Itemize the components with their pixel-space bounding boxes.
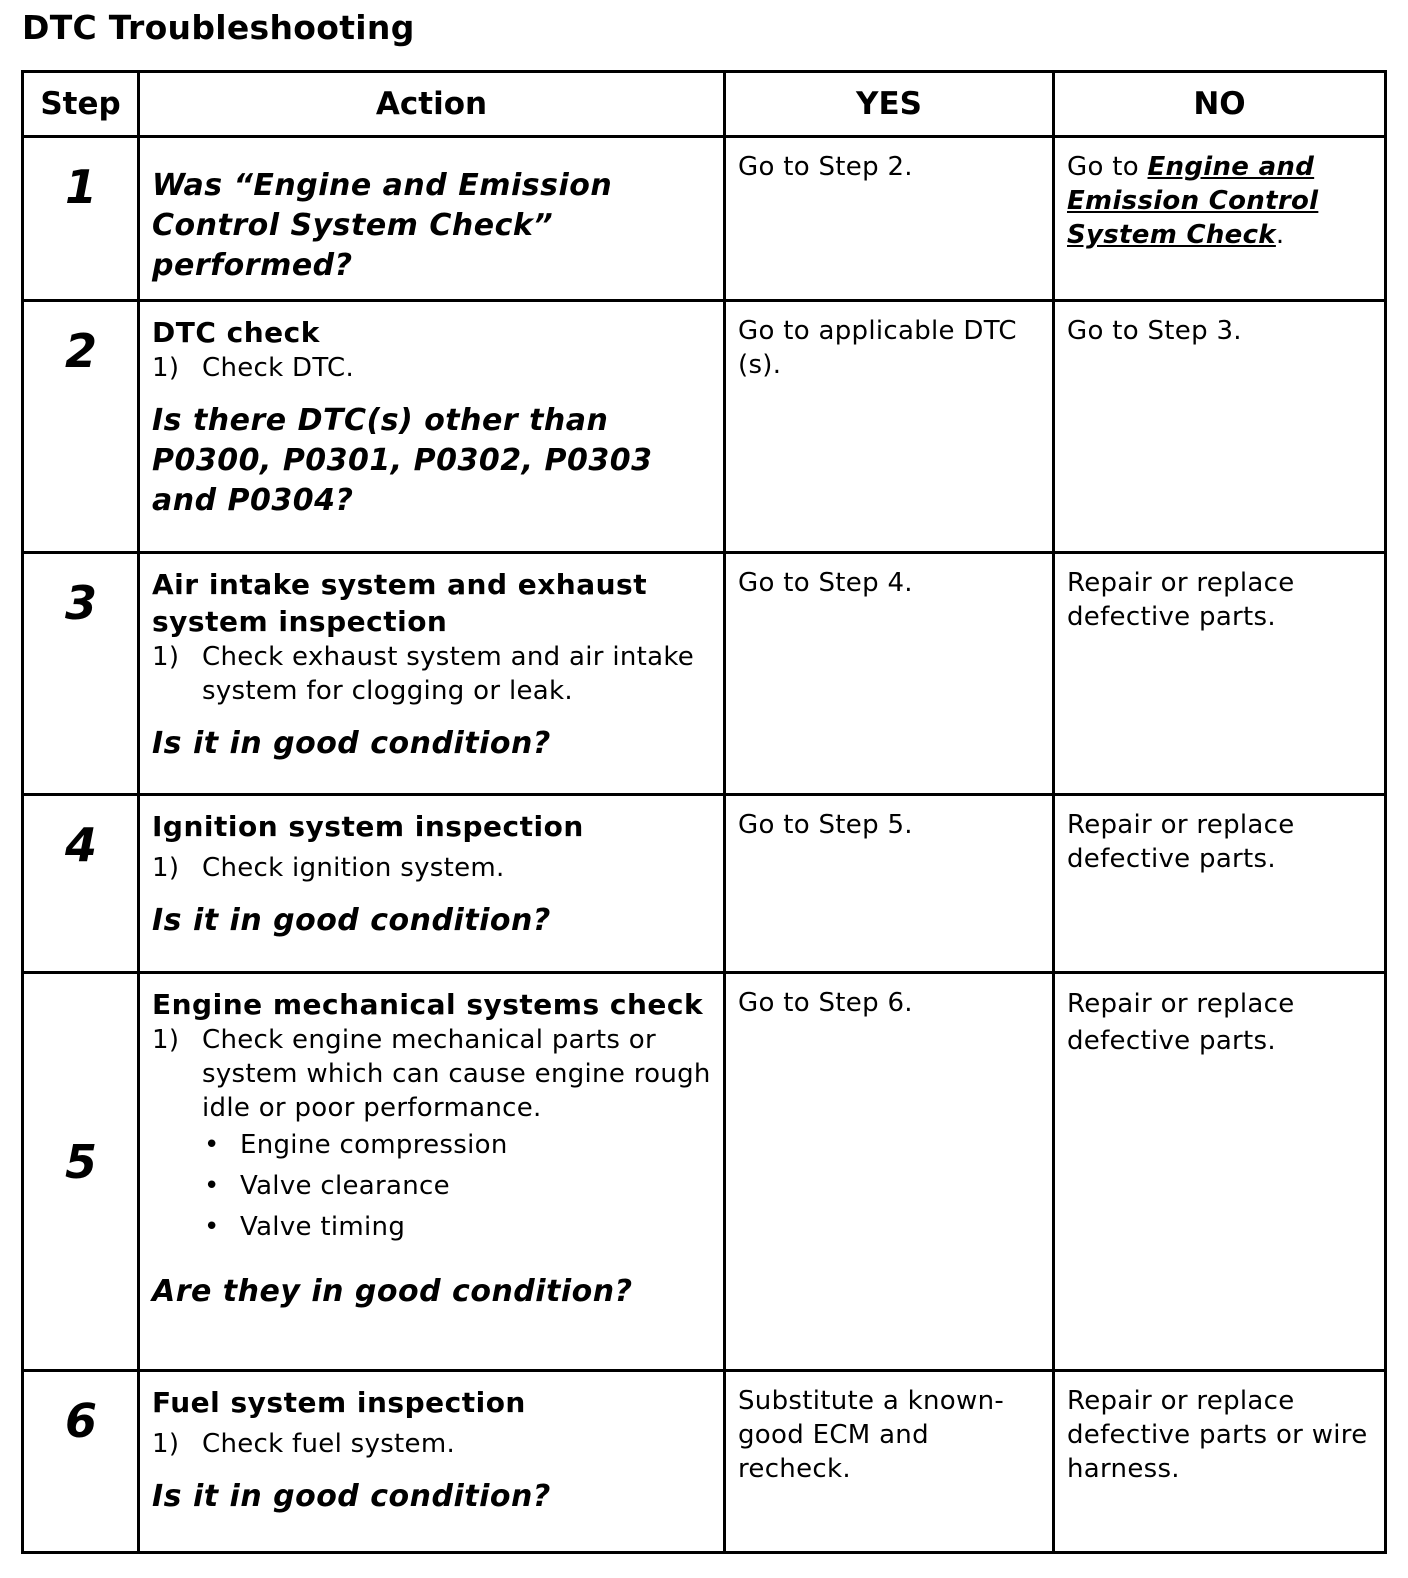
header-action: Action [139, 72, 725, 137]
step-number: 2 [23, 301, 139, 553]
table-row [23, 973, 1386, 1371]
question: Is it in good condition? [152, 1479, 551, 1514]
table-row [23, 553, 1386, 795]
step-heading: Engine mechanical systems check [152, 988, 704, 1021]
header-no: NO [1054, 72, 1386, 137]
yes-cell: Go to Step 4. [725, 553, 1054, 795]
question: Was “Engine and Emission Control System Check” performed? [152, 168, 613, 283]
table-row [23, 137, 1386, 301]
step-heading: DTC check [152, 316, 320, 349]
no-cell: Repair or replace defective parts. [1054, 795, 1386, 973]
no-cell: Repair or replace defective parts. [1054, 553, 1386, 795]
step-heading: Ignition system inspection [152, 810, 584, 843]
step-number: 5 [23, 973, 139, 1371]
item-text: Check fuel system. [202, 1429, 456, 1459]
item-text: Check ignition system. [202, 853, 505, 883]
header-step: Step [23, 72, 139, 137]
step-number: 3 [23, 553, 139, 795]
item-number: 1) [152, 1429, 180, 1459]
no-text: Go to [1067, 152, 1148, 182]
item-text: Check DTC. [202, 353, 355, 383]
item-number: 1) [152, 642, 180, 672]
item-text: Check engine mechanical parts or system which can cause engine rough idle or poor performance. [202, 1025, 711, 1123]
question: Is it in good condition? [152, 903, 551, 938]
no-cell: Go to Step 3. [1054, 301, 1386, 553]
yes-cell: Substitute a known-good ECM and recheck. [725, 1371, 1054, 1553]
question: Are they in good condition? [152, 1274, 633, 1309]
step-number: 6 [23, 1371, 139, 1553]
table-row [23, 301, 1386, 553]
item-number: 1) [152, 1025, 180, 1055]
table-row [23, 1371, 1386, 1553]
item-number: 1) [152, 853, 180, 883]
bullet-icon: • [204, 1171, 220, 1201]
table-row [23, 795, 1386, 973]
step-heading: Fuel system inspection [152, 1386, 526, 1419]
step-heading: Air intake system and exhaust system inspection [152, 568, 648, 638]
bullet-item [152, 1125, 713, 1166]
question: Is there DTC(s) other than P0300, P0301, P0302, P0303 and P0304? [152, 403, 653, 518]
no-cell: Repair or replace defective parts or wire harness. [1054, 1371, 1386, 1553]
item-text: Check exhaust system and air intake system for clogging or leak. [202, 642, 695, 706]
page-title: DTC Troubleshooting [22, 8, 415, 47]
no-cell [1054, 137, 1386, 301]
item-number: 1) [152, 353, 180, 383]
dtc-troubleshooting-table [21, 70, 1387, 1554]
bullet-text: Valve clearance [240, 1171, 450, 1201]
bullet-item [152, 1207, 713, 1248]
yes-cell: Go to Step 6. [725, 973, 1054, 1371]
no-cell: Repair or replace defective parts. [1054, 973, 1386, 1371]
question: Is it in good condition? [152, 726, 551, 761]
bullet-item [152, 1166, 713, 1207]
bullet-icon: • [204, 1212, 220, 1242]
yes-cell: Go to applicable DTC (s). [725, 301, 1054, 553]
step-number: 1 [23, 137, 139, 301]
no-suffix: . [1275, 220, 1285, 250]
table-header-row [23, 72, 1386, 137]
bullet-text: Valve timing [240, 1212, 406, 1242]
step-number: 4 [23, 795, 139, 973]
bullet-icon: • [204, 1130, 220, 1160]
yes-cell: Go to Step 5. [725, 795, 1054, 973]
yes-cell: Go to Step 2. [725, 137, 1054, 301]
header-yes: YES [725, 72, 1054, 137]
bullet-text: Engine compression [240, 1130, 508, 1160]
engine-emission-check-link[interactable]: Engine and Emission Control System Check [1067, 152, 1319, 250]
